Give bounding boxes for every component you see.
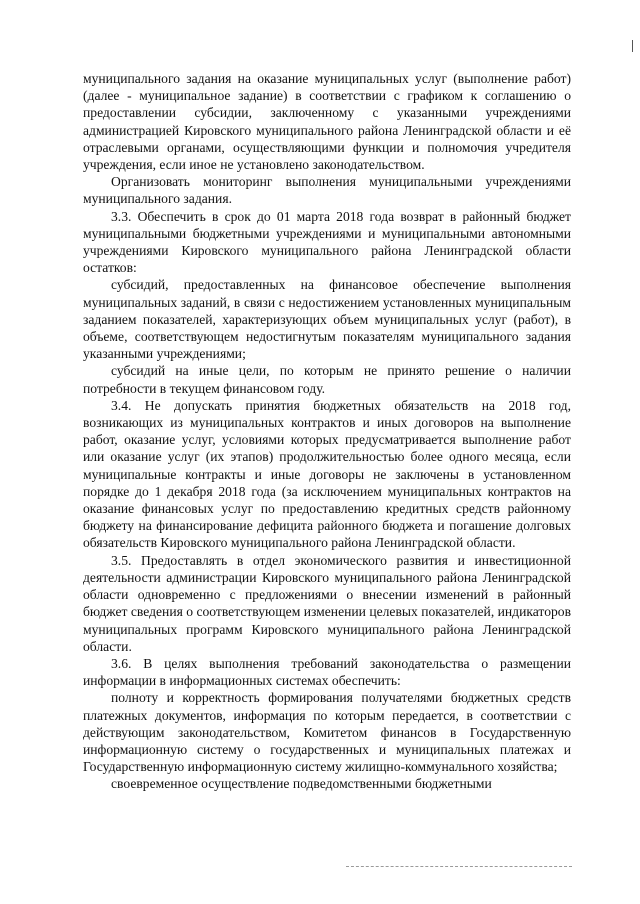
paragraph-3-5: 3.5. Предоставлять в отдел экономического развития и инвестиционной деятельности администрации Кировского муниципального района Ленинградской области одновременно с предложениями о внесении изменений в районный бюджет сведения о соответствующем изменении целевых показателей, индикаторов муниципальных программ Кировского муниципального района Ленинградской области. [83,552,572,654]
paragraph-continuation: муниципального задания на оказание муниципальных услуг (выполнение работ) (далее - муниципальное задание) в соответствии с графиком к соглашению о предоставлении субсидии, заключенному с указанными учреждениями администрацией Кировского муниципального района Ленинградской области и её отраслевыми органами, осуществляющими функции и полномочия учредителя учреждения, если иное не установлено законодательством. [83,71,571,173]
footer-divider [346,866,572,867]
paragraph-monitoring: Организовать мониторинг выполнения муниципальными учреждениями муниципального задания. [83,174,571,207]
paragraph-timely: своевременное осуществление подведомственными бюджетными [111,776,492,792]
paragraph-subsidies-tasks: субсидий, предоставленных на финансовое обеспечение выполнения муниципальных заданий, в связи с недостижением установленных муниципальным заданием показателей, характеризующих объем муниципальных услуг (работ), в объеме, соответствующем недостигнутым показателям муниципального задания указанными учреждениями; [83,277,571,362]
paragraph-3-4: 3.4. Не допускать принятия бюджетных обязательств на 2018 год, возникающих из муниципальных контрактов и иных договоров на выполнение работ, оказание услуг, условиями которых предусматривается выполнение работ или оказание услуг (их этапов) продолжительностью более одного месяца, если муниципальные контракты и иные договоры не заключены в установленном порядке до 1 декабря 2018 года (за исключением муниципальных контрактов на оказание финансовых услуг по предоставлению кредитных средств районному бюджету на финансирование дефицита районного бюджета и погашение долговых обязательств Кировского муниципального района Ленинградской области. [83,397,571,551]
paragraph-3-3: 3.3. Обеспечить в срок до 01 марта 2018 года возврат в районный бюджет муниципальными бюджетными учреждениями и муниципальными автономными учреждениями Кировского муниципального района Ленинградской области остатков: [83,208,571,276]
paragraph-3-6: 3.6. В целях выполнения требований законодательства о размещении информации в информационных системах обеспечить: [83,655,571,689]
scan-edge-mark [632,40,633,52]
document-body [83,70,571,793]
paragraph-subsidies-other: субсидий на иные цели, по которым не принято решение о наличии потребности в текущем финансовом году. [83,363,571,396]
paragraph-payment-docs: полноту и корректность формирования получателями бюджетных средств платежных документов, информация по которым передается, в соответствии с действующим законодательством, Комитетом финансов в Государственную информационную систему о государственных и муниципальных платежах и Государственную информационную систему жилищно-коммунального хозяйства; [83,690,571,775]
